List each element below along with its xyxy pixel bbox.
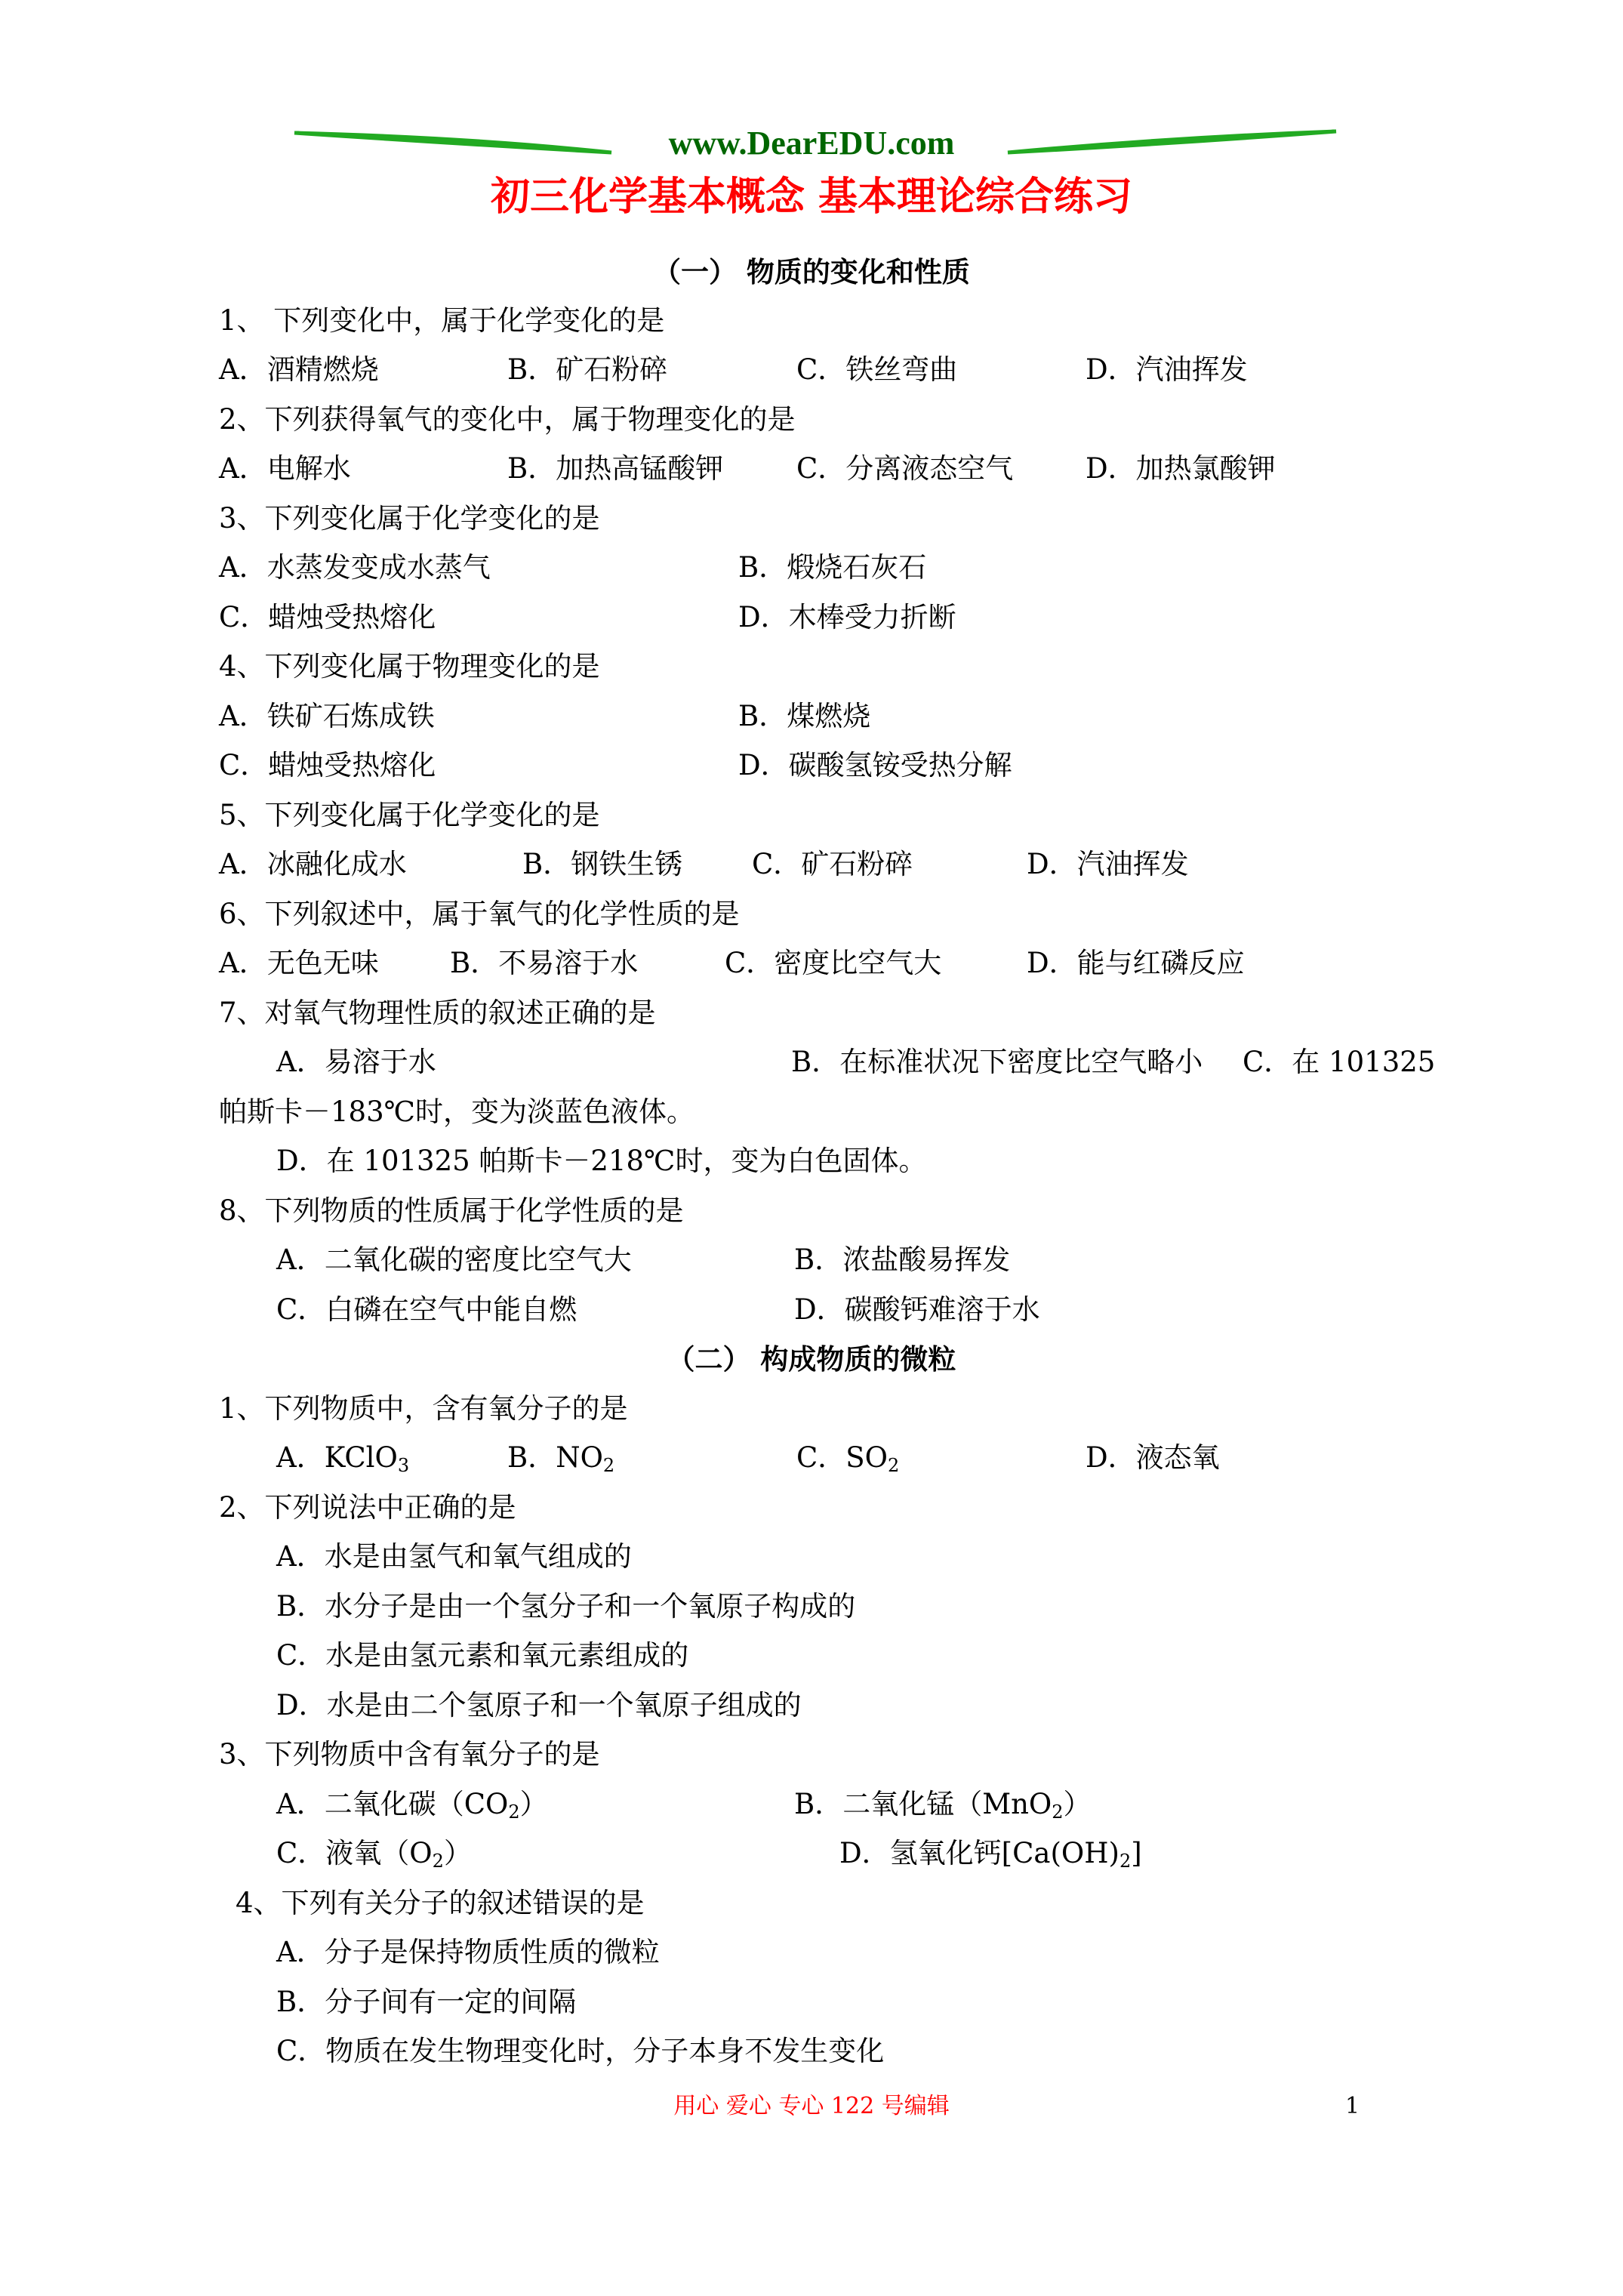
question-stem: 7、对氧气物理性质的叙述正确的是 (219, 997, 656, 1029)
logo-swoosh-left (294, 133, 611, 153)
question-stem: 5、下列变化属于化学变化的是 (219, 799, 600, 831)
option-c: C．白磷在空气中能自燃 (276, 1293, 577, 1326)
question-stem: 4、下列变化属于物理变化的是 (219, 650, 600, 683)
option-b: B．不易溶于水 (450, 947, 639, 979)
option-a: A．电解水 (219, 452, 351, 485)
option-b: B．$NO_2$ (507, 1441, 615, 1476)
page-number: 1 (1345, 2093, 1360, 2119)
option-b: B．加热高锰酸钾 (507, 452, 724, 485)
page-title: 初三化学基本概念 基本理论综合练习 (490, 174, 1133, 220)
option-b: B．钢铁生锈 (522, 848, 683, 880)
option-a: A．冰融化成水 (219, 848, 407, 880)
option-d: D．能与红磷反应 (1027, 947, 1245, 979)
option-b: B．煤燃烧 (738, 700, 871, 732)
question-stem: 3、下列变化属于化学变化的是 (219, 502, 600, 535)
logo-swoosh-right (1008, 131, 1336, 153)
option-d: D．氢氧化钙$[Ca(OH)_2]$ (839, 1837, 1142, 1872)
option-a: A．易溶于水 (276, 1046, 436, 1078)
option-c: C．蜡烛受热熔化 (219, 601, 436, 633)
option-c: C．液氧$(O_2)$ (276, 1837, 472, 1872)
option-b: B．煅烧石灰石 (738, 551, 927, 584)
question-stem: 2、下列说法中正确的是 (219, 1491, 516, 1524)
option-b: B．二氧化锰（MnO$_2$） (794, 1788, 1092, 1823)
option-d: D．液态氧 (1086, 1441, 1220, 1474)
footer-text: 用心 爱心 专心 122 号编辑 (673, 2093, 950, 2119)
question-stem: 2、下列获得氧气的变化中，属于物理变化的是 (219, 403, 796, 436)
option-d: D．碳酸氢铵受热分解 (738, 749, 1012, 781)
option-a: A．无色无味 (219, 947, 379, 979)
option-a: A．铁矿石炼成铁 (219, 700, 435, 732)
question-stem: 1、 下列变化中，属于化学变化的是 (219, 304, 665, 337)
option-c: C．物质在发生物理变化时，分子本身不发生变化 (276, 2035, 885, 2067)
option-a: A．二氧化碳$(CO_2)$ (276, 1788, 548, 1823)
option-a: A．二氧化碳的密度比空气大 (276, 1244, 632, 1276)
question-stem: 8、下列物质的性质属于化学性质的是 (219, 1194, 684, 1227)
option-c: C．$SO_2$ (796, 1441, 900, 1476)
logo-text: www.DearEDU.com (668, 125, 955, 162)
option-a: A．水是由氢气和氧气组成的 (276, 1540, 632, 1573)
section-heading-1: （一） 物质的变化和性质 (653, 255, 970, 288)
option-a: A．水蒸发变成水蒸气 (219, 551, 491, 584)
question-stem: 1、下列物质中，含有氧分子的是 (219, 1392, 628, 1425)
question-stem: 4、下列有关分子的叙述错误的是 (236, 1887, 645, 1919)
deareedu-logo (287, 121, 1344, 166)
option-b: B．浓盐酸易挥发 (794, 1244, 1011, 1276)
option-d: D．在 101325 帕斯卡－218℃时，变为白色固体。 (276, 1145, 927, 1177)
option-d: D．汽油挥发 (1086, 353, 1248, 386)
option-a: A．分子是保持物质性质的微粒 (276, 1936, 660, 1968)
option-b: B．水分子是由一个氢分子和一个氧原子构成的 (276, 1590, 856, 1623)
option-c-continued: 帕斯卡－183℃时，变为淡蓝色液体。 (219, 1096, 695, 1128)
section-heading-2: （二） 构成物质的微粒 (667, 1342, 956, 1376)
question-stem: 6、下列叙述中，属于氧气的化学性质的是 (219, 898, 740, 930)
option-b: B．在标准状况下密度比空气略小 (791, 1046, 1203, 1078)
option-b: B．矿石粉碎 (507, 353, 668, 386)
option-a: A．KClO$_3$ (276, 1441, 410, 1476)
option-c: C．蜡烛受热熔化 (219, 749, 436, 781)
option-d: D．碳酸钙难溶于水 (794, 1293, 1040, 1326)
option-a: A．酒精燃烧 (219, 353, 379, 386)
option-c: C．在 101325 (1243, 1046, 1436, 1078)
option-d: D．木棒受力折断 (738, 601, 956, 633)
option-d: D．汽油挥发 (1027, 848, 1189, 880)
option-c: C．分离液态空气 (796, 452, 1014, 485)
option-d: D．加热氯酸钾 (1086, 452, 1276, 485)
option-c: C．密度比空气大 (725, 947, 942, 979)
question-stem: 3、下列物质中含有氧分子的是 (219, 1738, 600, 1771)
option-c: C．矿石粉碎 (752, 848, 913, 880)
option-c: C．水是由氢元素和氧元素组成的 (276, 1639, 689, 1672)
option-b: B．分子间有一定的间隔 (276, 1986, 577, 2018)
option-d: D．水是由二个氢原子和一个氧原子组成的 (276, 1689, 802, 1721)
option-c: C．铁丝弯曲 (796, 353, 958, 386)
